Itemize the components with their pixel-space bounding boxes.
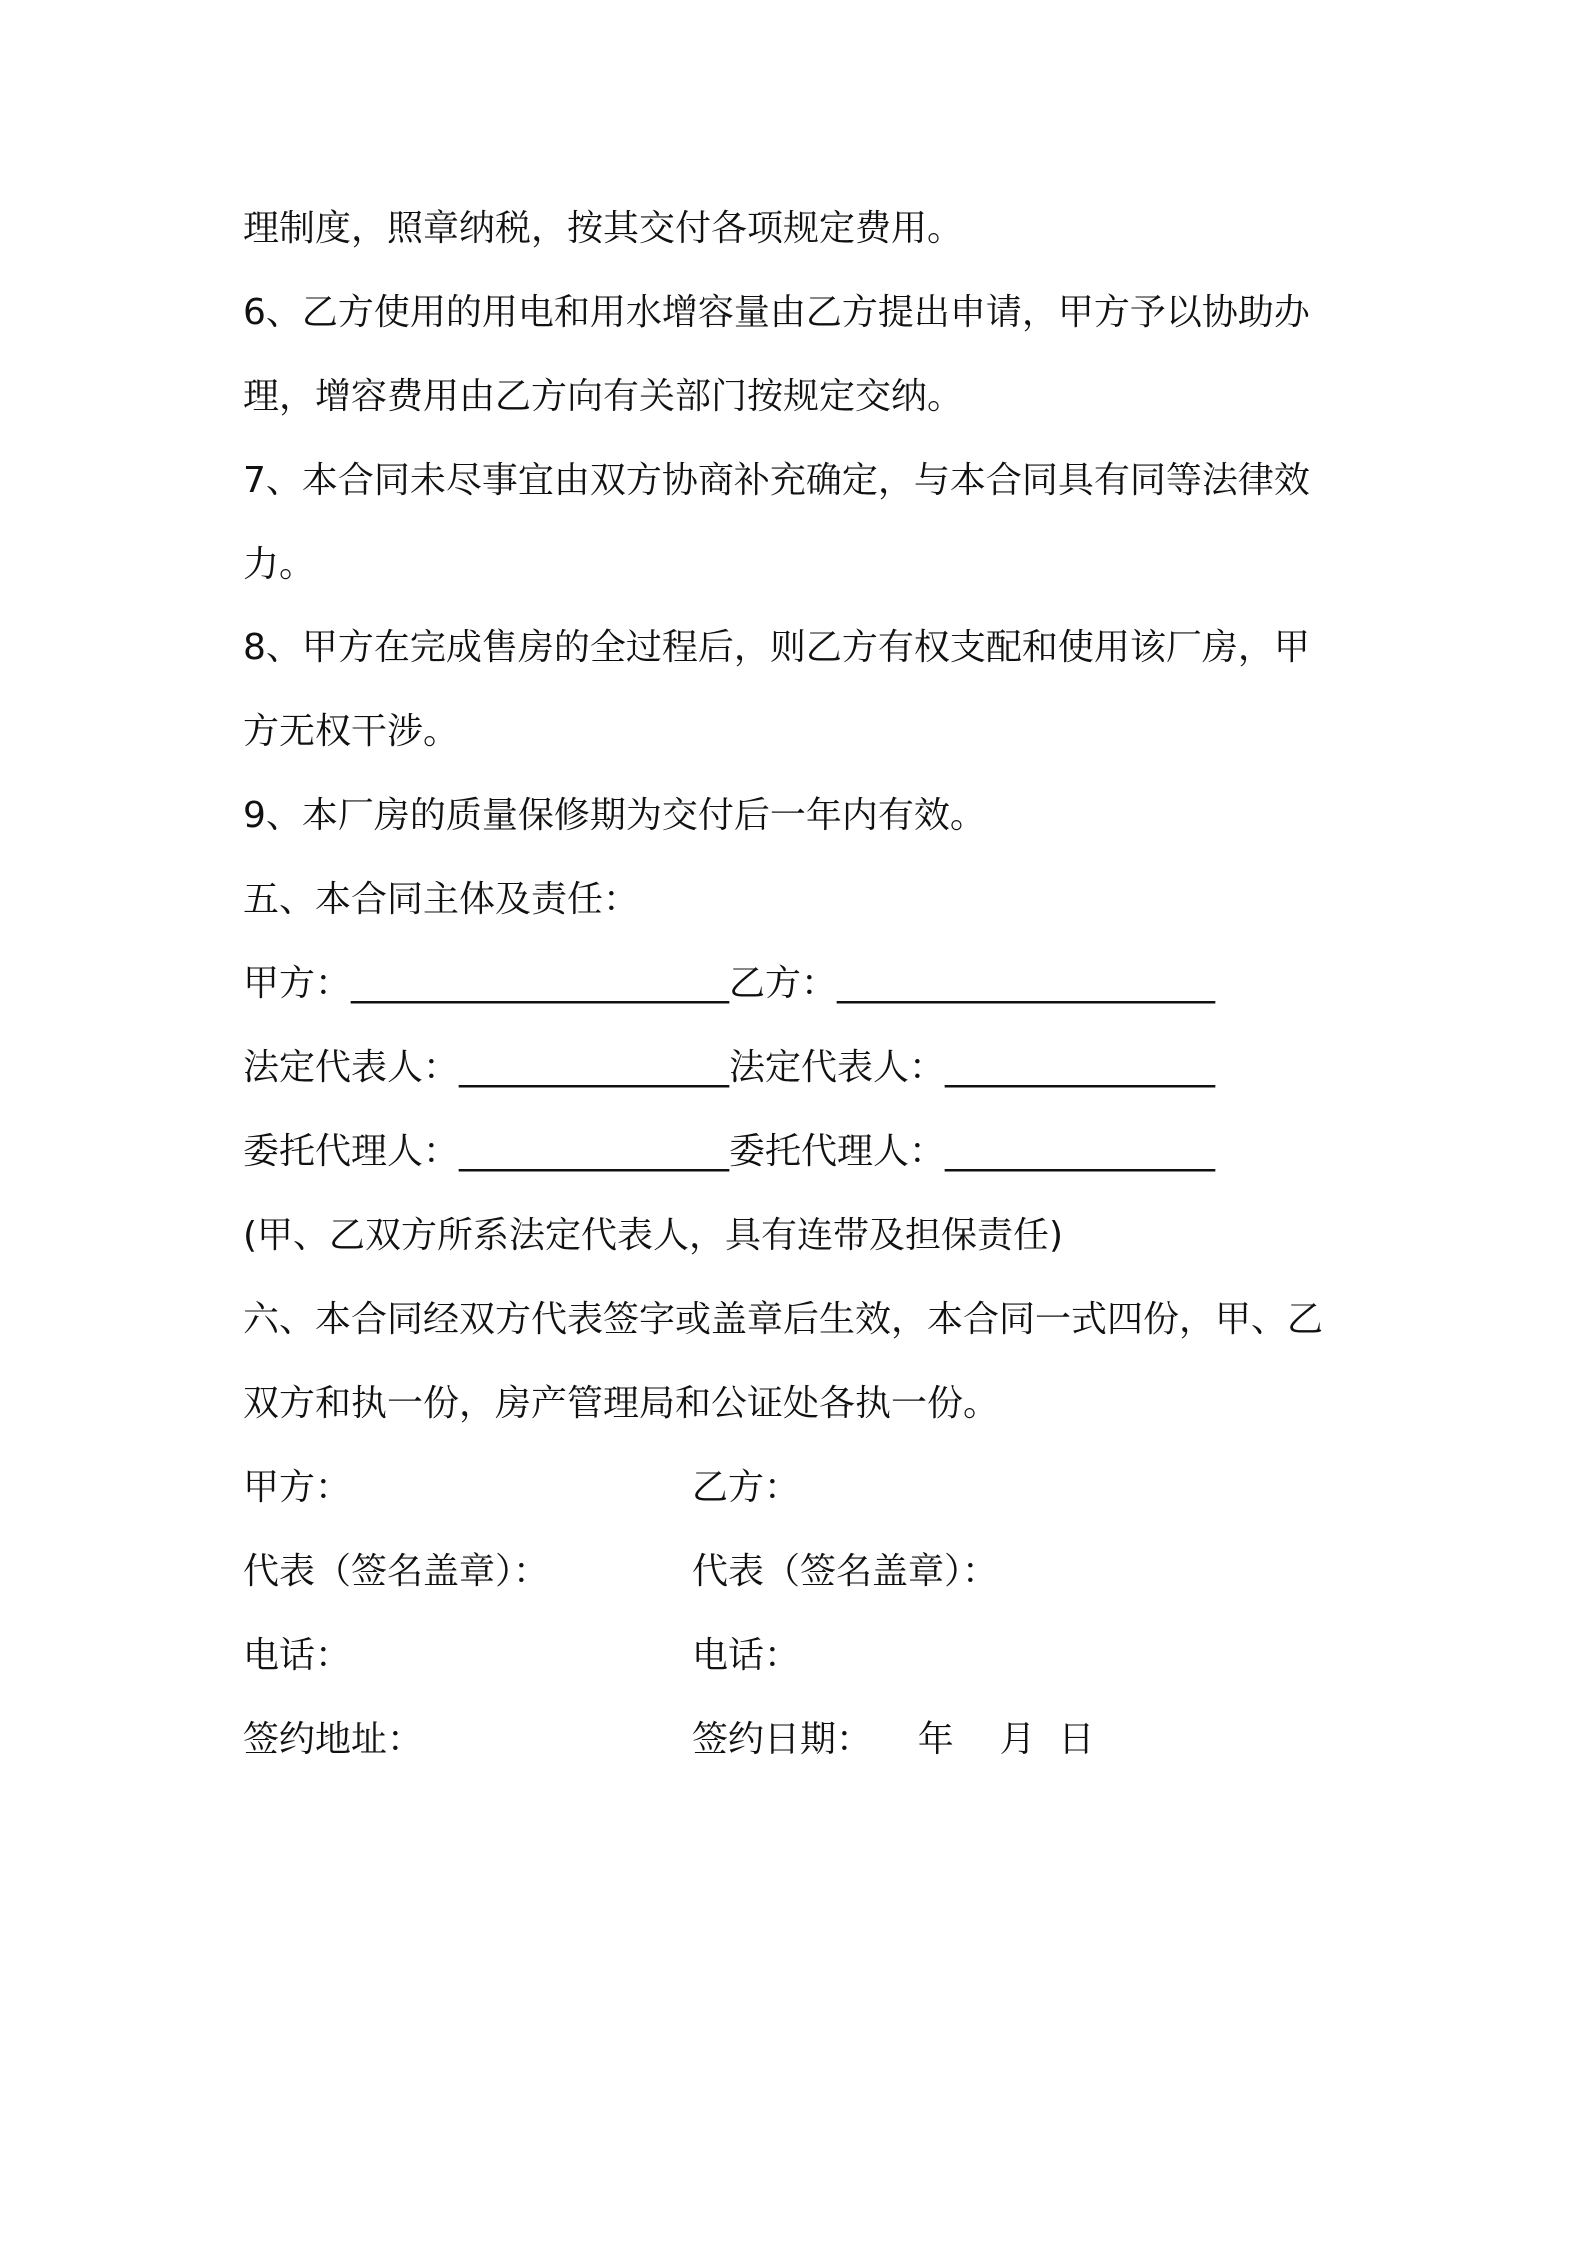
clause-6-line-2: 理，增容费用由乙方向有关部门按规定交纳。 xyxy=(243,376,964,417)
clause-8-line-2: 方无权干涉。 xyxy=(243,711,460,752)
signing-date: 签约日期： 年 月 日 xyxy=(692,1719,1095,1760)
signing-address: 签约地址： xyxy=(243,1719,424,1760)
signature-rep-b: 代表（签名盖章）： xyxy=(692,1551,999,1592)
clause-9: 9、本厂房的质量保修期为交付后一年内有效。 xyxy=(243,795,986,836)
signature-phone-b: 电话： xyxy=(692,1635,801,1676)
signature-phone-a: 电话： xyxy=(243,1635,352,1676)
section-5-heading: 五、本合同主体及责任： xyxy=(243,879,640,920)
paragraph-line: 理制度，照章纳税，按其交付各项规定费用。 xyxy=(243,208,964,249)
legal-rep-blanks-row: 法定代表人：_______________法定代表人：_______________ xyxy=(243,1047,1216,1088)
clause-8-line-1: 8、甲方在完成售房的全过程后，则乙方有权支配和使用该厂房，甲 xyxy=(243,627,1310,668)
party-blanks-row: 甲方：_____________________乙方：_____________________ xyxy=(243,963,1216,1004)
section-6-line-1: 六、本合同经双方代表签字或盖章后生效，本合同一式四份，甲、乙 xyxy=(243,1299,1324,1340)
signature-rep-a: 代表（签名盖章）： xyxy=(243,1551,550,1592)
section-6-line-2: 双方和执一份，房产管理局和公证处各执一份。 xyxy=(243,1383,1000,1424)
clause-7-line-2: 力。 xyxy=(243,544,316,585)
signature-party-b: 乙方： xyxy=(692,1467,801,1508)
clause-6-line-1: 6、乙方使用的用电和用水增容量由乙方提出申请，甲方予以协助办 xyxy=(243,292,1310,333)
liability-note: (甲、乙双方所系法定代表人，具有连带及担保责任) xyxy=(243,1215,1064,1256)
clause-7-line-1: 7、本合同未尽事宜由双方协商补充确定，与本合同具有同等法律效 xyxy=(243,460,1310,501)
signature-party-a: 甲方： xyxy=(243,1467,352,1508)
agent-blanks-row: 委托代理人：_______________委托代理人：_______________ xyxy=(243,1131,1216,1172)
